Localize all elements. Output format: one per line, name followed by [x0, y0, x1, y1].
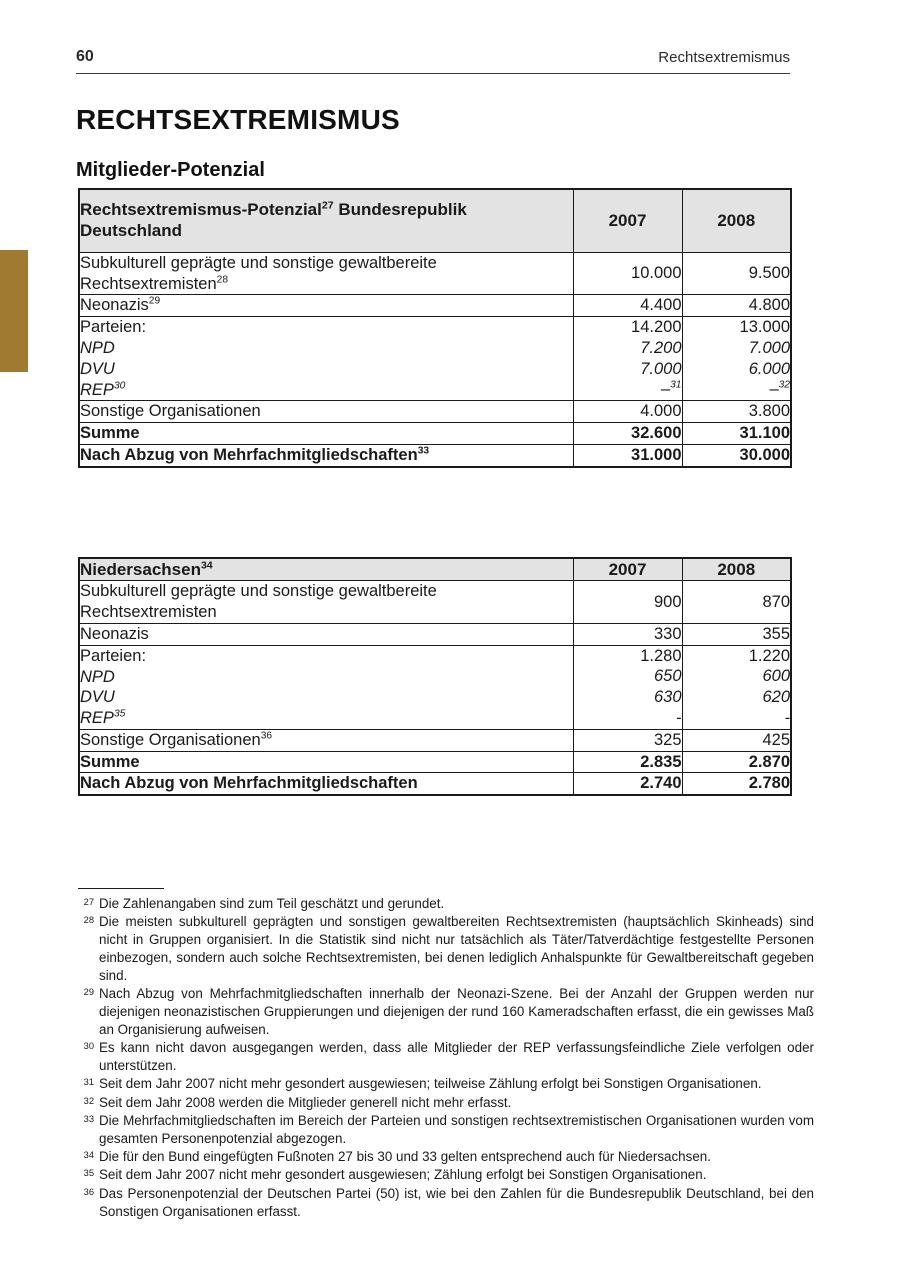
footnote-separator-rule	[78, 888, 164, 889]
row-label-footnote-mark: 28	[216, 274, 229, 286]
table-row	[79, 401, 791, 423]
footnote-item	[74, 985, 814, 1038]
table-row-group-parteien	[79, 317, 791, 338]
page-header	[76, 48, 790, 74]
table-row	[79, 295, 791, 317]
footnote-text: Das Personenpotenzial der Deutschen Partei (50) ist, wie bei den Zahlen für die Bundesrepublik Deutschland, bei den Sonstigen Organisationen erfasst.	[99, 1185, 814, 1219]
table-row-total	[79, 423, 791, 445]
footnote-item	[74, 913, 814, 984]
table-row-party-rep	[79, 708, 791, 729]
row-value-2007: 2.740	[573, 773, 682, 795]
header-label-footnote-mark: 34	[200, 559, 213, 572]
row-label: Sonstige Organisationen	[79, 401, 573, 423]
row-label: Nach Abzug von Mehrfachmitgliedschaften	[79, 773, 573, 795]
row-value-2007: 10.000	[573, 252, 682, 295]
row-label	[79, 444, 573, 466]
row-label-text: Subkulturell geprägte und sonstige gewaltbereite Rechtsextremisten	[80, 253, 437, 293]
header-label-footnote-mark: 27	[321, 199, 334, 212]
footnote-text: Die meisten subkulturell geprägten und sonstigen gewaltbereiten Rechtsextremisten (hauptsächlich Skinheads) sind nicht in Gruppen organisiert. In die Statistik sind nicht nur tatsächlich als Täter/Tatverdächtige festgestellte Personen einbezogen, sondern auch solche Rechtsextremisten, bei denen lediglich Anhalspunkte für Gewaltbereitschaft gegeben sind.	[99, 914, 814, 983]
row-value-2008: 6.000	[682, 359, 791, 380]
footnote-mark: 35	[83, 1168, 94, 1179]
row-label-text: Neonazis	[80, 296, 149, 315]
row-label: NPD	[79, 338, 573, 359]
footnote-item	[74, 1112, 814, 1148]
row-label	[79, 708, 573, 729]
section-subtitle: Mitglieder-Potenzial	[76, 158, 265, 181]
footnote-text: Seit dem Jahr 2008 werden die Mitglieder generell nicht mehr erfasst.	[99, 1094, 512, 1110]
table-header-row	[79, 558, 791, 581]
table-row	[79, 581, 791, 624]
row-label: NPD	[79, 667, 573, 688]
header-cell-2008: 2008	[682, 189, 791, 252]
header-cell-2008: 2008	[682, 558, 791, 581]
row-value-2007: 14.200	[573, 317, 682, 338]
header-cell-2007: 2007	[573, 558, 682, 581]
footnote-list	[74, 895, 814, 1221]
table-row-net-total	[79, 444, 791, 466]
row-label	[79, 380, 573, 401]
page-title: RECHTSEXTREMISMUS	[76, 103, 400, 135]
table-row-party-dvu	[79, 687, 791, 708]
footnote-item	[74, 1166, 814, 1184]
row-label-text: REP	[80, 709, 114, 728]
table-row-group-parteien	[79, 645, 791, 666]
header-cell-label	[79, 558, 573, 581]
table-rechtsextremismus-potenzial-niedersachsen	[78, 557, 792, 796]
row-label-text: Nach Abzug von Mehrfachmitgliedschaften	[80, 445, 418, 464]
footnote-mark: 34	[83, 1150, 94, 1161]
footnote-text: Die für den Bund eingefügten Fußnoten 27 bis 30 und 33 gelten entsprechend auch für Niedersachsen.	[99, 1149, 711, 1165]
header-cell-label	[79, 189, 573, 252]
row-value-2008: 355	[682, 623, 791, 645]
header-cell-2007: 2007	[573, 189, 682, 252]
footnote-mark: 32	[83, 1095, 94, 1106]
row-value-footnote-mark: 31	[670, 379, 682, 391]
row-label-footnote-mark: 35	[113, 708, 126, 720]
row-value-2007: 325	[573, 729, 682, 751]
footnote-mark: 36	[83, 1186, 94, 1197]
row-value-2007: 650	[573, 667, 682, 688]
footnote-item	[74, 1148, 814, 1166]
footnote-text: Seit dem Jahr 2007 nicht mehr gesondert ausgewiesen; Zählung erfolgt bei Sonstigen Organisationen.	[99, 1167, 707, 1183]
table-row-total	[79, 751, 791, 773]
row-label-footnote-mark: 33	[417, 445, 430, 457]
row-value-2008: 600	[682, 667, 791, 688]
row-label-footnote-mark: 29	[148, 295, 161, 307]
row-label: DVU	[79, 359, 573, 380]
table-row	[79, 252, 791, 295]
footnote-text: Die Zahlenangaben sind zum Teil geschätzt und gerundet.	[99, 896, 445, 911]
running-title: Rechtsextremismus	[658, 49, 790, 66]
footnote-item	[74, 1094, 814, 1112]
row-label: Summe	[79, 423, 573, 445]
page-number: 60	[76, 48, 94, 65]
row-value-2008: 31.100	[682, 423, 791, 445]
row-value-2008: 870	[682, 581, 791, 624]
row-value-2008: 13.000	[682, 317, 791, 338]
row-label	[79, 252, 573, 295]
row-value-2007: 900	[573, 581, 682, 624]
row-value-footnote-mark: 32	[778, 379, 790, 391]
row-value-2007: 2.835	[573, 751, 682, 773]
footnote-text: Nach Abzug von Mehrfachmitgliedschaften innerhalb der Neonazi-Szene. Bei der Anzahl der Gruppen werden nur diejenigen neonazistischen Gruppierungen und diejenigen der rund 160 Kameradschaften erfasst, die ein gewisses Maß an Organisierung aufweisen.	[99, 986, 814, 1037]
row-value-2007: 32.600	[573, 423, 682, 445]
row-label	[79, 295, 573, 317]
row-value-2008: 30.000	[682, 444, 791, 466]
footnote-text: Es kann nicht davon ausgegangen werden, dass alle Mitglieder der REP verfassungsfeindliche Ziele verfolgen oder unterstützen.	[99, 1040, 814, 1073]
table-row-party-npd	[79, 667, 791, 688]
row-value-2008: 2.870	[682, 751, 791, 773]
row-label-footnote-mark: 30	[113, 380, 126, 391]
row-value-2007: 1.280	[573, 645, 682, 666]
table-rechtsextremismus-potenzial-bund	[78, 188, 792, 468]
row-value-2008: 2.780	[682, 773, 791, 795]
row-value-2008: 3.800	[682, 401, 791, 423]
header-label-text: Rechtsextremismus-Potenzial	[80, 200, 322, 219]
table-row	[79, 623, 791, 645]
row-label	[79, 317, 573, 338]
row-label: Parteien:	[79, 645, 573, 666]
row-value-2008: 620	[682, 687, 791, 708]
footnote-item	[74, 1185, 814, 1221]
row-value-dash: –	[660, 380, 671, 399]
table-header-row	[79, 189, 791, 252]
table-row	[79, 729, 791, 751]
table-row-net-total	[79, 773, 791, 795]
row-value-2008: -	[682, 708, 791, 729]
footnote-text: Seit dem Jahr 2007 nicht mehr gesondert ausgewiesen; teilweise Zählung erfolgt bei Sonstigen Organisationen.	[99, 1076, 762, 1092]
row-value-2008: 4.800	[682, 295, 791, 317]
row-label-text: REP	[80, 380, 114, 399]
row-label: Summe	[79, 751, 573, 773]
row-value-2007: 330	[573, 623, 682, 645]
row-value-2007	[573, 380, 682, 401]
row-value-2007: 4.000	[573, 401, 682, 423]
header-label-text: Niedersachsen	[80, 560, 201, 579]
footnote-mark: 29	[83, 987, 94, 998]
table-row-party-rep	[79, 380, 791, 401]
row-value-2007: 7.200	[573, 338, 682, 359]
row-label-footnote-mark: 36	[260, 730, 273, 742]
header-label-tail: Bundesrepublik Deutschland	[80, 200, 467, 241]
row-value-2007: 7.000	[573, 359, 682, 380]
row-label-text: Sonstige Organisationen	[80, 730, 261, 749]
row-value-dash: –	[769, 380, 779, 399]
row-value-2008: 1.220	[682, 645, 791, 666]
footnote-text: Die Mehrfachmitgliedschaften im Bereich der Parteien und sonstigen rechtsextremistischen Organisationen wurden vom gesamten Personenpotenzial abgezogen.	[99, 1112, 814, 1146]
row-value-2007: -	[573, 708, 682, 729]
footnote-mark: 28	[83, 915, 94, 926]
row-value-2008: 425	[682, 729, 791, 751]
footnote-mark: 27	[83, 897, 94, 907]
row-value-2007: 4.400	[573, 295, 682, 317]
row-label	[79, 729, 573, 751]
row-value-2008: 9.500	[682, 252, 791, 295]
row-value-2007: 31.000	[573, 444, 682, 466]
row-value-2007: 630	[573, 687, 682, 708]
row-value-2008	[682, 380, 791, 401]
footnote-item	[74, 1075, 814, 1093]
chapter-edge-tab	[0, 250, 28, 372]
footnote-mark: 30	[83, 1041, 94, 1052]
row-label-text: Parteien:	[80, 318, 147, 337]
row-label: Subkulturell geprägte und sonstige gewaltbereite Rechtsextremisten	[79, 581, 573, 624]
row-label: Neonazis	[79, 623, 573, 645]
table-row-party-dvu	[79, 359, 791, 380]
footnote-mark: 33	[83, 1113, 94, 1124]
row-value-2008: 7.000	[682, 338, 791, 359]
table-row-party-npd	[79, 338, 791, 359]
footnote-item	[74, 895, 814, 913]
row-label: DVU	[79, 687, 573, 708]
footnote-mark: 31	[83, 1077, 94, 1088]
footnote-item	[74, 1039, 814, 1075]
